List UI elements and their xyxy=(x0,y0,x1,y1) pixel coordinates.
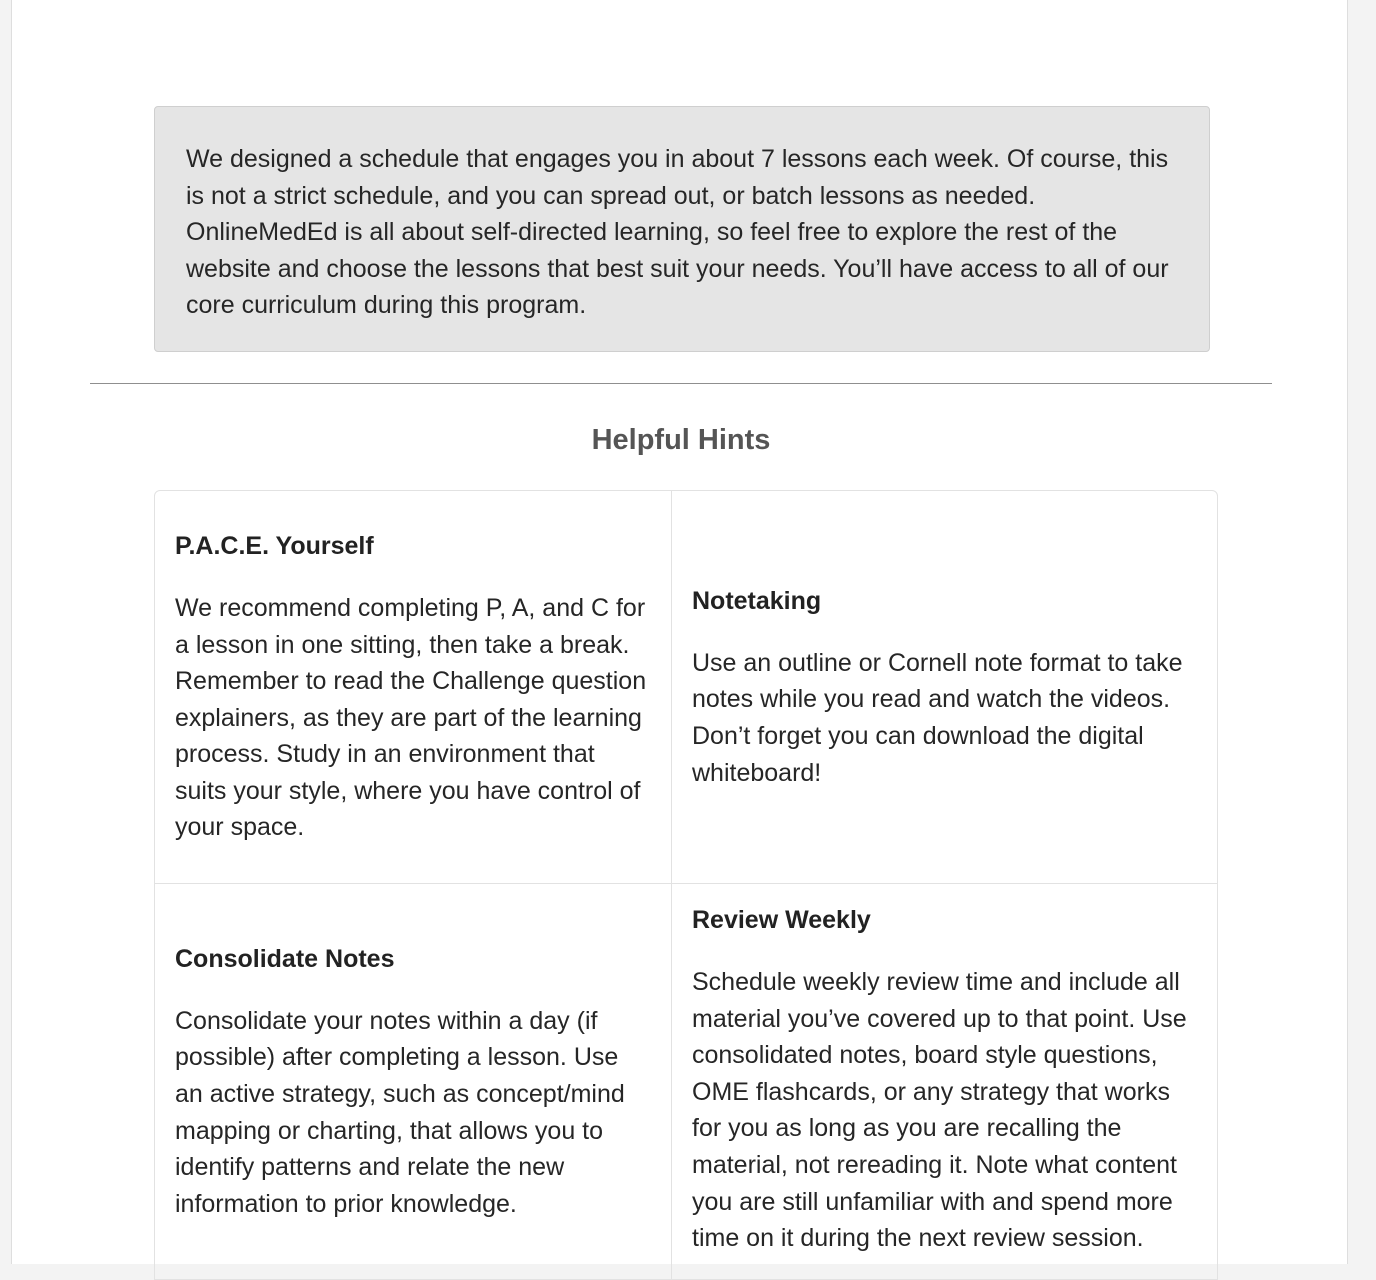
hint-heading: P.A.C.E. Yourself xyxy=(175,531,374,560)
section-divider xyxy=(90,383,1272,384)
hint-body: We recommend completing P, A, and C for a lesson in one sitting, then take a break. Remember to read the Challenge question explainers, as they are part of the learning process. Study in an environment that suits your style, where you have control of your space. xyxy=(175,593,647,842)
hint-heading: Notetaking xyxy=(692,586,822,615)
helpful-hints-title: Helpful Hints xyxy=(591,424,771,456)
hint-card-notetaking xyxy=(671,491,1217,883)
hint-body: Schedule weekly review time and include all material you’ve covered up to that point. Use consolidated notes, board style questions, OME flashcards, or any strategy that works for you as long as you are recalling the material, not rereading it. Note what content you are still unfamiliar with and spend more time on it during the next review session. xyxy=(692,968,1187,1253)
hint-heading: Review Weekly xyxy=(692,906,871,934)
hint-card-pace-yourself xyxy=(155,491,671,883)
hint-card-review-weekly xyxy=(671,883,1217,1279)
hint-card-consolidate-notes xyxy=(155,883,671,1279)
hint-heading: Consolidate Notes xyxy=(175,944,395,973)
schedule-intro-text: We designed a schedule that engages you in about 7 lessons each week. Of course, this is not a strict schedule, and you can spread out, or batch lessons as needed. OnlineMedEd is all about self-directed learning, so feel free to explore the rest of the website and choose the lessons that best suit your needs. You’ll have access to all of our core curriculum during this program. xyxy=(186,145,1169,320)
schedule-intro-callout xyxy=(154,106,1210,352)
hint-body: Consolidate your notes within a day (if possible) after completing a lesson. Use an active strategy, such as concept/mind mapping or charting, that allows you to identify patterns and relate the new information to prior knowledge. xyxy=(175,1006,625,1218)
helpful-hints-grid xyxy=(154,490,1218,1280)
hint-body: Use an outline or Cornell note format to take notes while you read and watch the videos. Don’t forget you can download the digital whiteboard! xyxy=(692,648,1183,787)
page-content xyxy=(11,0,1348,1264)
